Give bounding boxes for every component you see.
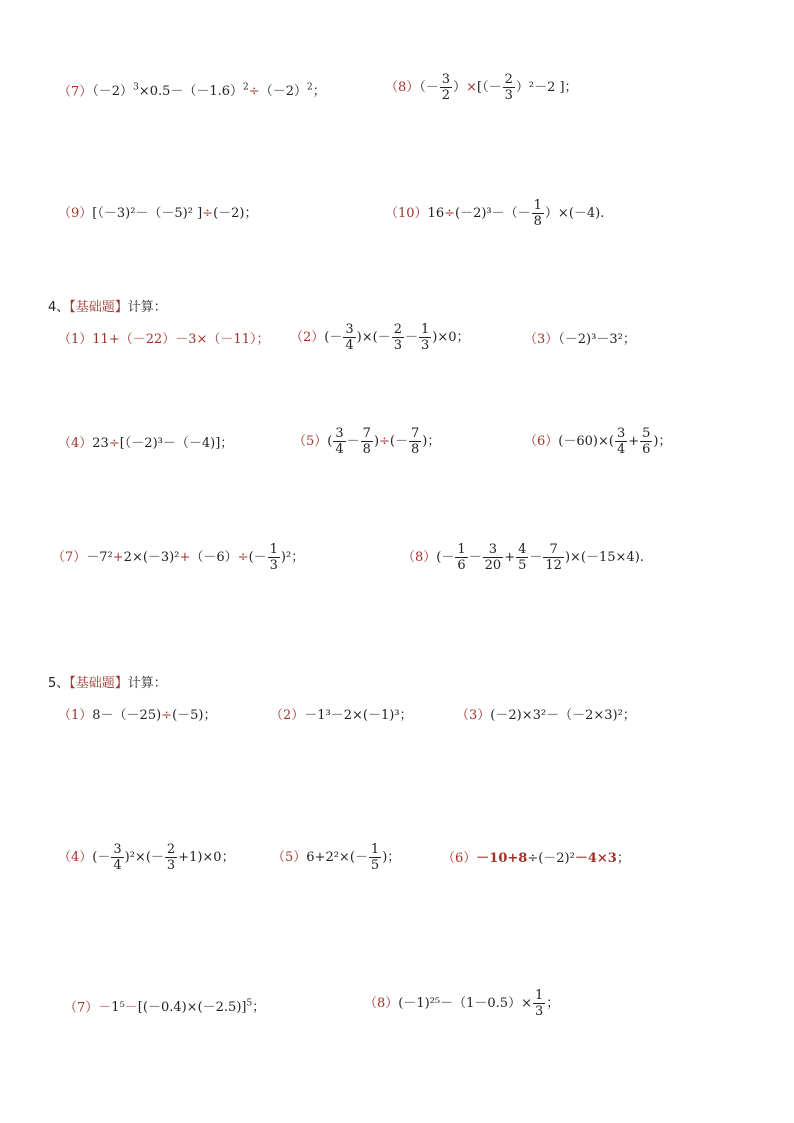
problem-number: （6） [442,851,477,866]
problem-number: （4） [58,436,93,451]
problem-expression: 6+2²×(－ $\frac{1}{5}$ )； [306,842,401,873]
section-bracket-title: 【基础题】 [69,676,128,691]
problem-expression: [（－3)²－（－5)² ]÷(－2)； [92,206,258,221]
s5-problem-8 [364,988,559,1019]
problem-number: （8） [402,550,437,565]
s4-problem-2 [290,322,470,353]
problem-expression: ( $\frac{3}{4}$ － $\frac{7}{8}$ )÷(－ $\frac{7}{8}$ )； [327,426,441,457]
s4-problem-6 [524,426,671,457]
problem-expression: (－ $\frac{3}{4}$ )×(－ $\frac{2}{3}$ － $\frac{1}{3}$ )×0； [324,322,470,353]
problem-expression: 16÷(－2)³－（－ $\frac{1}{8}$ ）×(－4). [427,198,605,229]
s5-problem-5 [272,842,400,873]
problem-number: （10） [385,206,428,221]
problem-expression: $-1^5-[(-0.4)\times(-2.5)]^5$； [98,999,266,1016]
problem-number: （7） [52,550,87,565]
problem-expression: －1³－2×(－1)³； [304,708,413,723]
s4-problem-4 [58,434,233,454]
problem-7 [58,78,326,102]
problem-expression: 11+（－22）－3×（－11）； [92,332,270,347]
section-index: 4、 [48,300,70,315]
problem-8 [385,72,578,103]
s4-problem-7 [52,542,304,573]
s5-problem-7 [64,994,265,1018]
section-5-heading [48,674,167,694]
problem-number: （8） [364,996,399,1011]
problem-number: （8） [385,80,420,95]
s5-problem-2 [270,706,413,726]
problem-number: （3） [524,332,559,347]
problem-expression: (－ $\frac{3}{4}$ )²×(－ $\frac{2}{3}$ +1)×0； [92,842,235,873]
problem-number: （4） [58,850,93,865]
problem-number: （5） [293,434,328,449]
problem-number: （7） [58,84,93,100]
problem-number: （1） [58,708,93,723]
problem-10 [385,198,604,229]
problem-expression: 8－（－25)÷(－5)； [92,708,217,723]
problem-number: （2） [270,708,305,723]
problem-expression: $(-2)^3\times 0.5-(-1.6)^2\div(-2)^2$； [92,83,326,100]
problem-9 [58,204,258,224]
s5-problem-1 [58,706,217,726]
problem-number: （2） [290,330,325,345]
problem-number: （6） [524,434,559,449]
s4-problem-8 [402,542,644,573]
s5-problem-6 [442,849,630,869]
problem-number: （9） [58,206,93,221]
problem-number: （1） [58,332,93,347]
problem-expression: 23÷[（－2)³－（－4)]； [92,436,234,451]
problem-number: （7） [64,1000,99,1016]
s4-problem-3 [524,330,636,350]
problem-number: （3） [456,708,491,723]
problem-expression: （－ $\frac{3}{2}$ ）×[（－ $\frac{2}{3}$ ）²－2 ]； [419,72,578,103]
s4-problem-1 [58,330,269,350]
s5-problem-4 [58,842,235,873]
section-4-heading [48,298,167,318]
s5-problem-3 [456,706,636,726]
problem-number: （5） [272,850,307,865]
problem-expression: （－2)³－3²； [558,332,636,347]
section-label: 计算： [127,676,167,691]
section-label: 计算： [127,300,167,315]
problem-expression: －10+8÷(－2)²－4×3； [476,851,630,866]
problem-expression: (－60)×( $\frac{3}{4}$ + $\frac{5}{6}$ )； [558,426,672,457]
section-index: 5、 [48,676,70,691]
problem-expression: －7²+2×(－3)²+（－6）÷(－ $\frac{1}{3}$ )²； [86,542,305,573]
problem-expression: (－ $\frac{1}{6}$ － $\frac{3}{20}$ + $\frac{4}{5}$ － $\frac{7}{12}$ )×(－15×4). [436,542,644,573]
section-bracket-title: 【基础题】 [69,300,128,315]
s4-problem-5 [293,426,440,457]
problem-expression: (－1)²⁵－（1－0.5）× $\frac{1}{3}$ ； [398,988,560,1019]
problem-expression: (－2)×3²－（－2×3)²； [490,708,636,723]
